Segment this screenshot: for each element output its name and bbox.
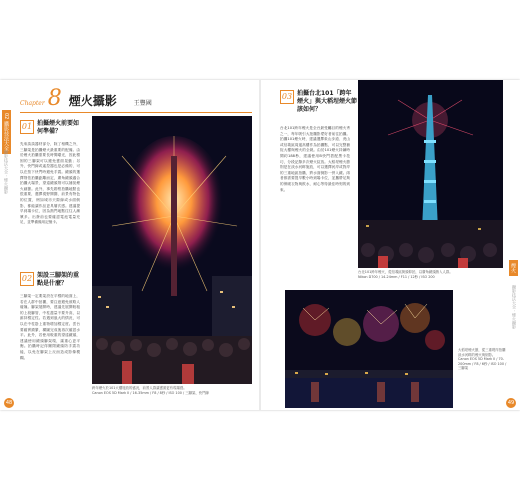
- question-1-body: 先來談談器材部分，除了相機之外，三腳架是拍攝煙火最重要的配備。由於煙火拍攝需要長時間曝光，因此穩固的三腳架可以避免畫面晃動；另外，快門線或遙控器也是必備的，可以在按下快門時避免手震。鏡頭的選擇則依拍攝距離而定，廣角鏡頭適合拍攝大場景，望遠鏡頭則可以捕捉煙火細節。此外，事先勘察拍攝地點也很重要，選擇視野開闊、前景有特色的位置，例如城市天際線或水面倒影，都能讓作品更具層次感。建議提早到場卡位，因為熱門地點往往人潮眾多。出發前也要確認電池電量充足，並準備備用記憶卡。: [20, 142, 80, 225]
- left-photo-caption-text: 跨年煙火於101大樓施放的盛況，前景人群讓畫面更有現場感。: [92, 386, 187, 390]
- question-3-title: 拍攝台北101「跨年煙火」與大稻埕煙火節該如何？: [297, 90, 358, 113]
- question-2-number: 02: [20, 272, 34, 286]
- right-top-photo-caption: [358, 270, 503, 279]
- heading-rule: [20, 112, 252, 113]
- right-bottom-caption-text: 大稻埕煙火節，從三重堤岸拍攝淡水河畔的煙火與倒影。: [458, 348, 506, 357]
- right-bottom-exif: Canon EOS 5D Mark II / 70-200mm / F8 / 6秒 / ISO 100 / 三腳架: [458, 357, 507, 371]
- chapter-author: 王豐國: [133, 100, 152, 107]
- left-photo-exif: Canon EOS 5D Mark II / 16-35mm / F8 / 8秒 / ISO 100 / 三腳架、快門線: [92, 390, 209, 395]
- chapter-word: Chapter: [20, 100, 45, 107]
- right-top-caption-text: 台北101跨年煙火，從信義區街頭仰拍，以廣角鏡頭納入人群。: [358, 270, 453, 274]
- left-photo-caption: [92, 386, 252, 395]
- left-side-running-text: 攝影技法大全 · 煙火攝影: [4, 150, 9, 194]
- question-2-title: 架設三腳架的重點是什麼？: [37, 272, 80, 287]
- question-3-body: 台北101跨年煙火是全台最受矚目的煙火秀之一，每年吸引大批攝影愛好者前往拍攝。拍攝101煙火時，建議選擇象山步道、虎山或信義區周邊高樓作為拍攝點，可以完整捕捉大樓與煙火的全貌。由於101煙火持續時間約188秒，建議使用B快門搭配黑卡技巧，分段記錄多次煙火綻放。大稻埕煙火節則是在淡水河畔施放，可以選擇河岸或對岸的三重地區拍攝，將水面倒影一併入鏡。兩者都需要提早數小時到場卡位，並攜帶足夠的保暖衣物與飲水，耐心等待最佳時刻的到來。: [280, 126, 350, 192]
- question-2-heading: [20, 272, 81, 288]
- chapter-number: 8: [47, 86, 62, 111]
- page-gutter: [259, 80, 261, 410]
- question-3-heading: [280, 90, 357, 114]
- right-top-exif: Nikon D700 / 14-24mm / F11 / 12秒 / ISO 200: [358, 274, 435, 279]
- right-bottom-photo-caption: [458, 348, 508, 371]
- right-section-tab: 煙火: [509, 260, 518, 276]
- left-page-number: 48: [5, 400, 13, 406]
- question-1-title: 拍攝煙火前要如何準備？: [37, 120, 80, 135]
- question-1-number: 01: [20, 120, 34, 134]
- book-spread: [0, 80, 520, 410]
- question-1-heading: [20, 120, 81, 136]
- left-section-tab: 02 攝影技法大全: [2, 110, 11, 154]
- right-page-number: 49: [507, 400, 515, 406]
- right-side-running-text: 攝影技法大全 · 煙火攝影: [512, 285, 517, 329]
- question-3-number: 03: [280, 90, 294, 104]
- dadaocheng-fireworks-photo: [285, 290, 453, 408]
- fireworks-101-photo-right: [358, 80, 503, 268]
- question-2-body: 三腳架一定要架設在平穩的地面上，若在人群中拍攝，要注意避免被路人碰撞。腳架展開時，建議先展開較粗的上段腳管，中柱盡量不要升高，以維持穩定性。若遇到風大的情況，可以在中柱掛上重物增加穩定度。雲台要確實鎖緊，構圖完成後再次確認水平。此外，若使用較重的望遠鏡頭，建議使用鏡頭腳架環，讓重心更平衡。拍攝時記得關閉鏡頭防手震功能，以免在腳架上反而造成影像模糊。: [20, 294, 80, 360]
- chapter-title: 煙火攝影: [68, 94, 117, 108]
- fireworks-101-photo-left: [92, 116, 252, 384]
- chapter-heading: [20, 88, 152, 110]
